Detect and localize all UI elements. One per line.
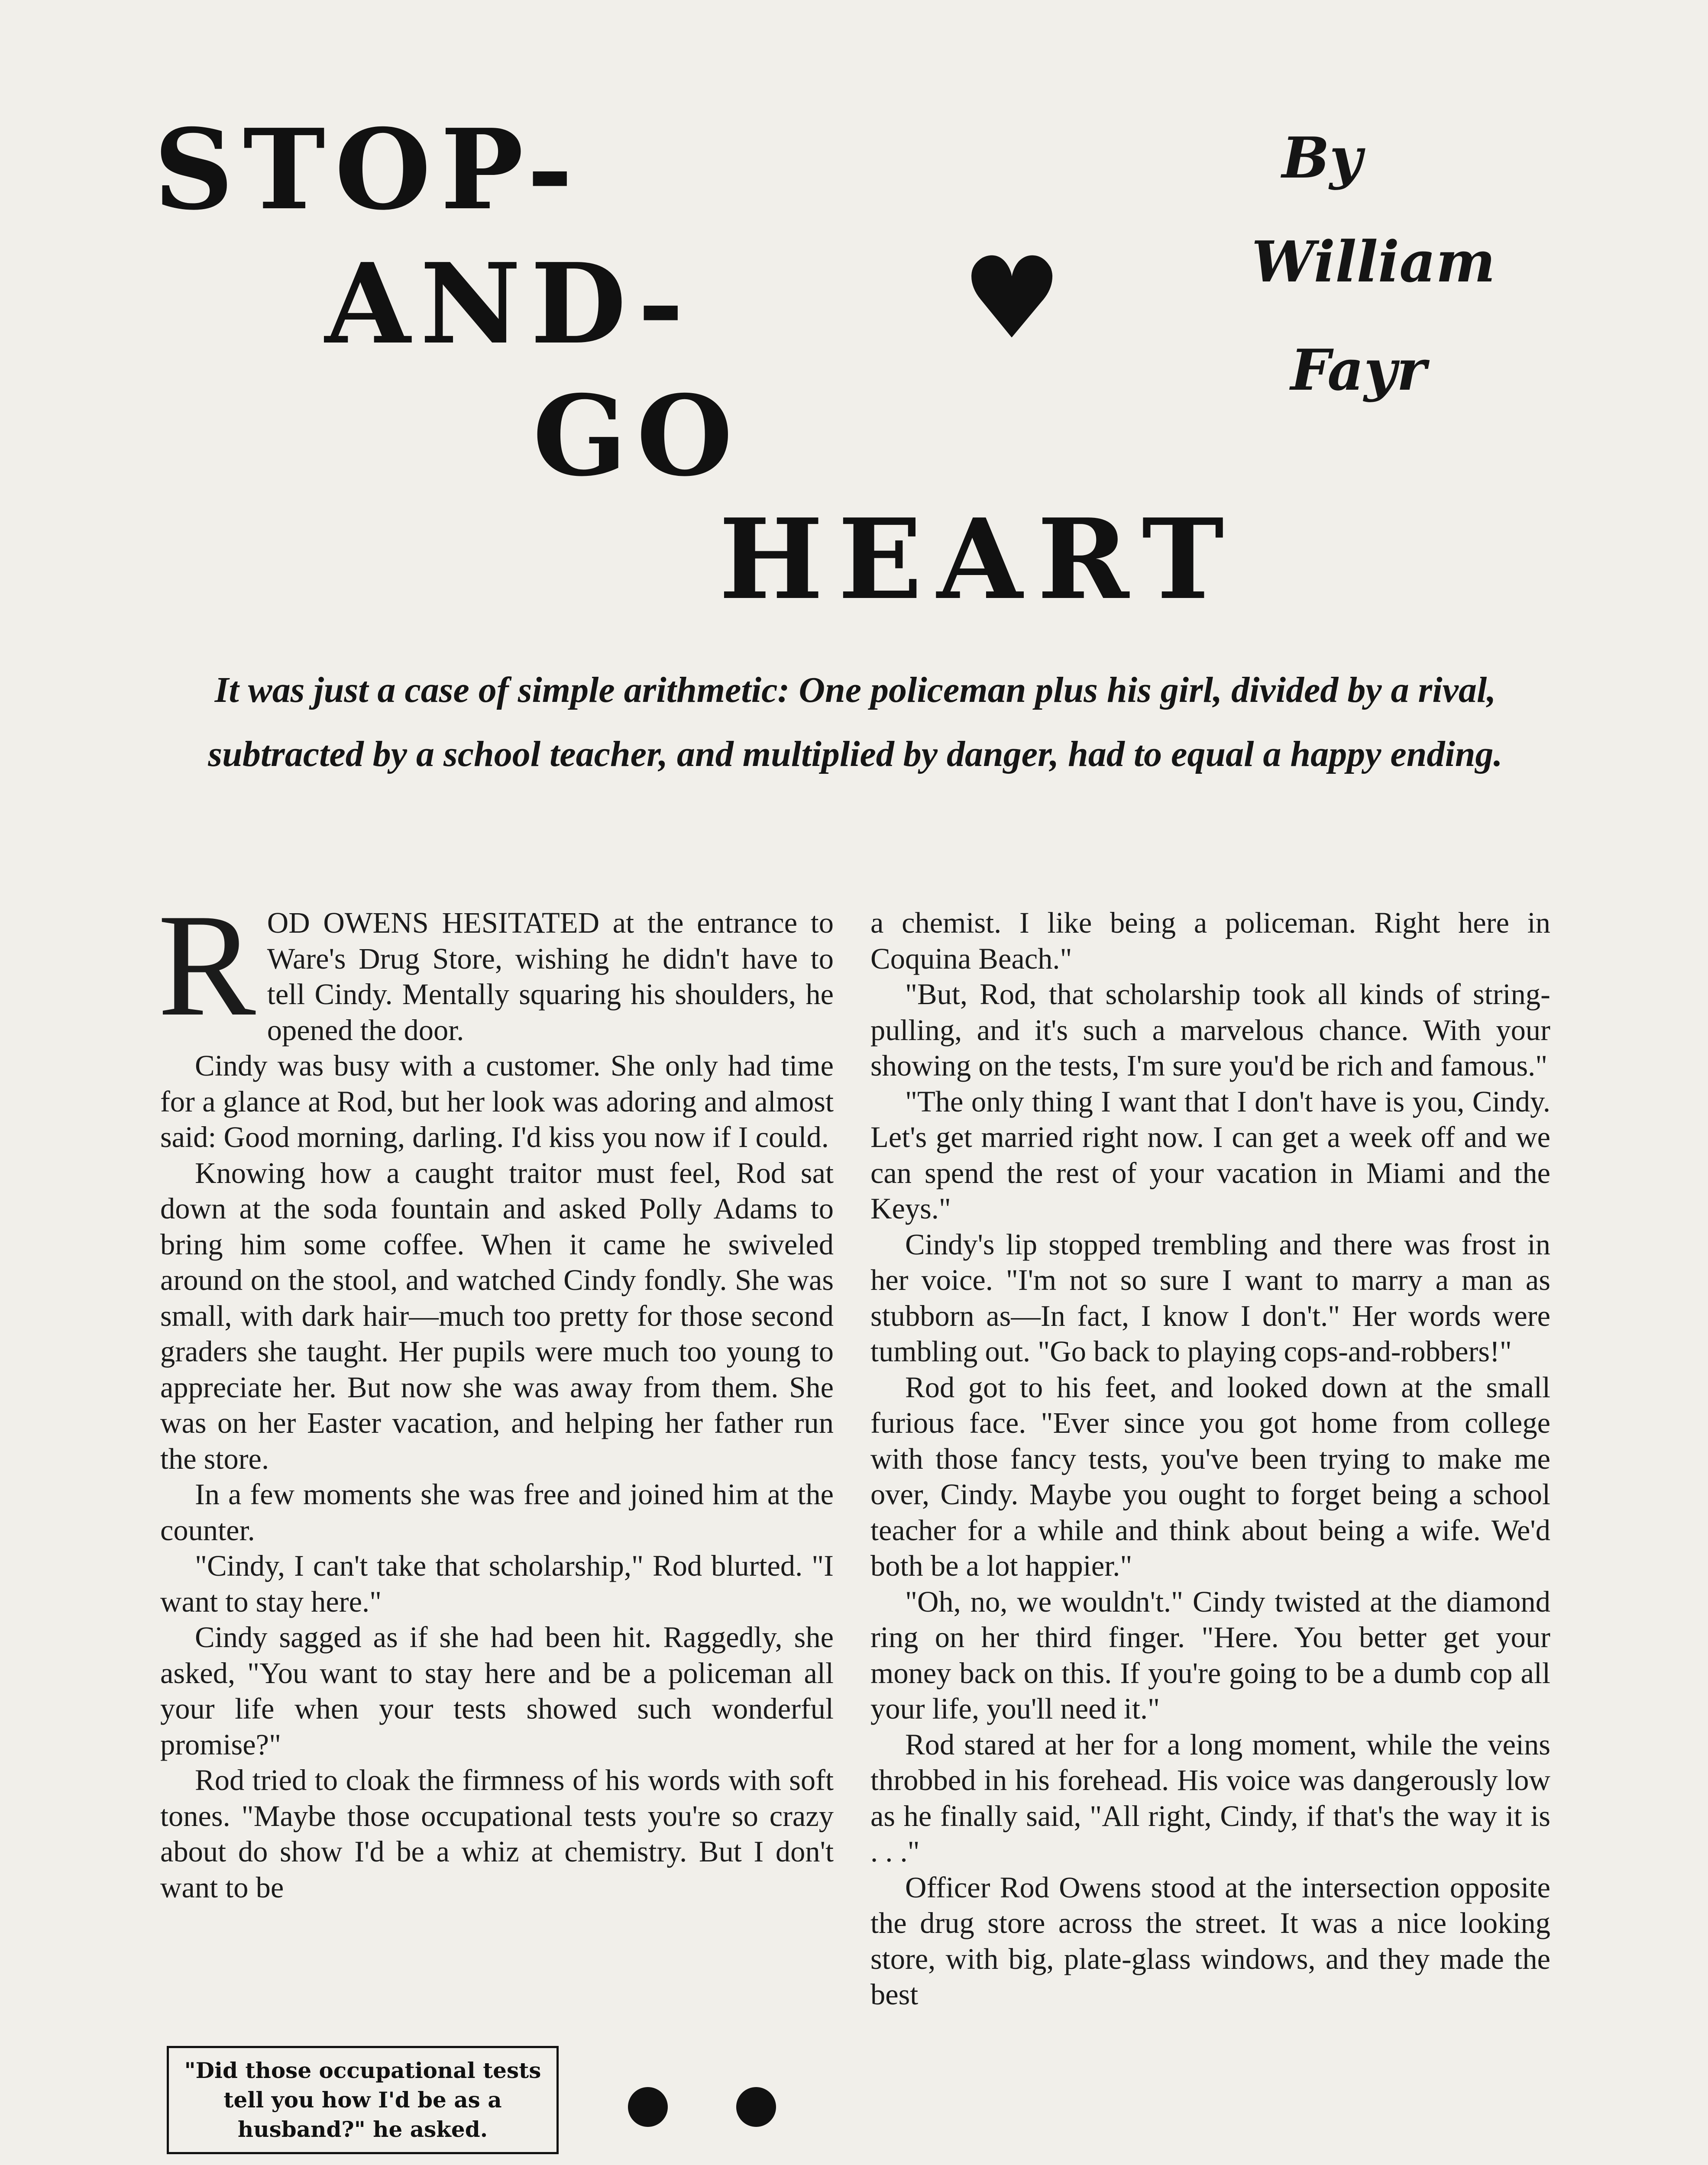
title-line-heart: HEART [719,495,1239,624]
story-paragraph: Cindy was busy with a customer. She only had time for a glance at Rod, but her look was adoring and almost said: Good morning, darling. I'd kiss you now if I could. [160,1049,834,1154]
story-paragraph: "The only thing I want that I don't have is you, Cindy. Let's get married right now. I can get a week off and we can spend the rest of your vacation in Miami and the Keys." [870,1085,1550,1225]
title-line-and: AND- [325,239,693,369]
story-paragraph: Cindy sagged as if she had been hit. Raggedly, she asked, "You want to stay here and be a policeman all your life when your tests showed such wonderful promise?" [160,1621,834,1761]
pull-quote-box [167,2046,559,2154]
story-opening-paragraph [158,883,834,1048]
story-paragraph: In a few moments she was free and joined him at the counter. [160,1478,834,1547]
story-column-left [158,883,834,1905]
byline-last-name: Fayr [1291,337,1427,403]
opening-caps: OD OWENS HESITATED [267,906,600,939]
story-paragraph: Rod stared at her for a long moment, while the veins throbbed in his forehead. His voice was dangerously low as he finally said, "All right, Cindy, if that's the way it is . . ." [870,1728,1550,1868]
decorative-dot-icon [628,2087,668,2127]
story-paragraph: Rod tried to cloak the firmness of his words with soft tones. "Maybe those occupational tests you're so crazy about do show I'd be a whiz at chemistry. But I don't want to be [160,1764,834,1904]
byline-by: By [1282,125,1362,191]
title-line-stop: STOP- [154,105,582,235]
story-paragraph-continued: a chemist. I like being a policeman. Right here in Coquina Beach." [870,906,1550,975]
story-paragraph: "Oh, no, we wouldn't." Cindy twisted at the diamond ring on her third finger. "Here. You better get your money back on this. If you're going to be a dumb cop all your life, you'll need it." [870,1585,1550,1725]
drop-cap: R [158,883,256,1047]
heart-icon: ♥ [961,233,1063,364]
story-column-right [870,905,1550,2013]
story-paragraph: "But, Rod, that scholarship took all kinds of string-pulling, and it's such a marvelous chance. With your showing on the tests, I'm sure you'd be rich and famous." [870,978,1550,1082]
story-paragraph: Rod got to his feet, and looked down at the small furious face. "Ever since you got home from college with those fancy tests, you've been trying to make me over, Cindy. Maybe you ought to forget being a school teacher for a while and think about being a wife. We'd both be a lot happier." [870,1370,1550,1582]
opening-text: at the entrance to Ware's Drug Store, wishing he didn't have to tell Cindy. Mentally squaring his shoulders, he opened the door. [267,906,834,1047]
story-paragraph: Knowing how a caught traitor must feel, Rod sat down at the soda fountain and asked Polly Adams to bring him some coffee. When it came he swiveled around on the stool, and watched Cindy fondly. She was small, with dark hair—much too pretty for those second graders she taught. Her pupils were much too young to appreciate her. But now she was away from them. She was on her Easter vacation, and helping her father run the store. [160,1156,834,1475]
story-deck: It was just a case of simple arithmetic: One policeman plus his girl, divided by a rival, subtracted by a school teacher, and multiplied by danger, had to equal a happy ending. [208,670,1503,774]
story-paragraph: "Cindy, I can't take that scholarship," Rod blurted. "I want to stay here." [160,1549,834,1618]
title-line-go: GO [533,372,742,501]
pull-quote-text: "Did those occupational tests tell you how I'd be as a husband?" he asked. [184,2058,541,2142]
decorative-dot-icon [736,2087,776,2127]
byline-first-name: William [1252,229,1496,295]
story-paragraph: Officer Rod Owens stood at the intersection opposite the drug store across the street. It was a nice looking store, with big, plate-glass windows, and they made the best [870,1871,1550,2011]
story-paragraph: Cindy's lip stopped trembling and there was frost in her voice. "I'm not so sure I want to marry a man as stubborn as—In fact, I know I don't." Her words were tumbling out. "Go back to playing cops-and-robbers!" [870,1228,1550,1368]
